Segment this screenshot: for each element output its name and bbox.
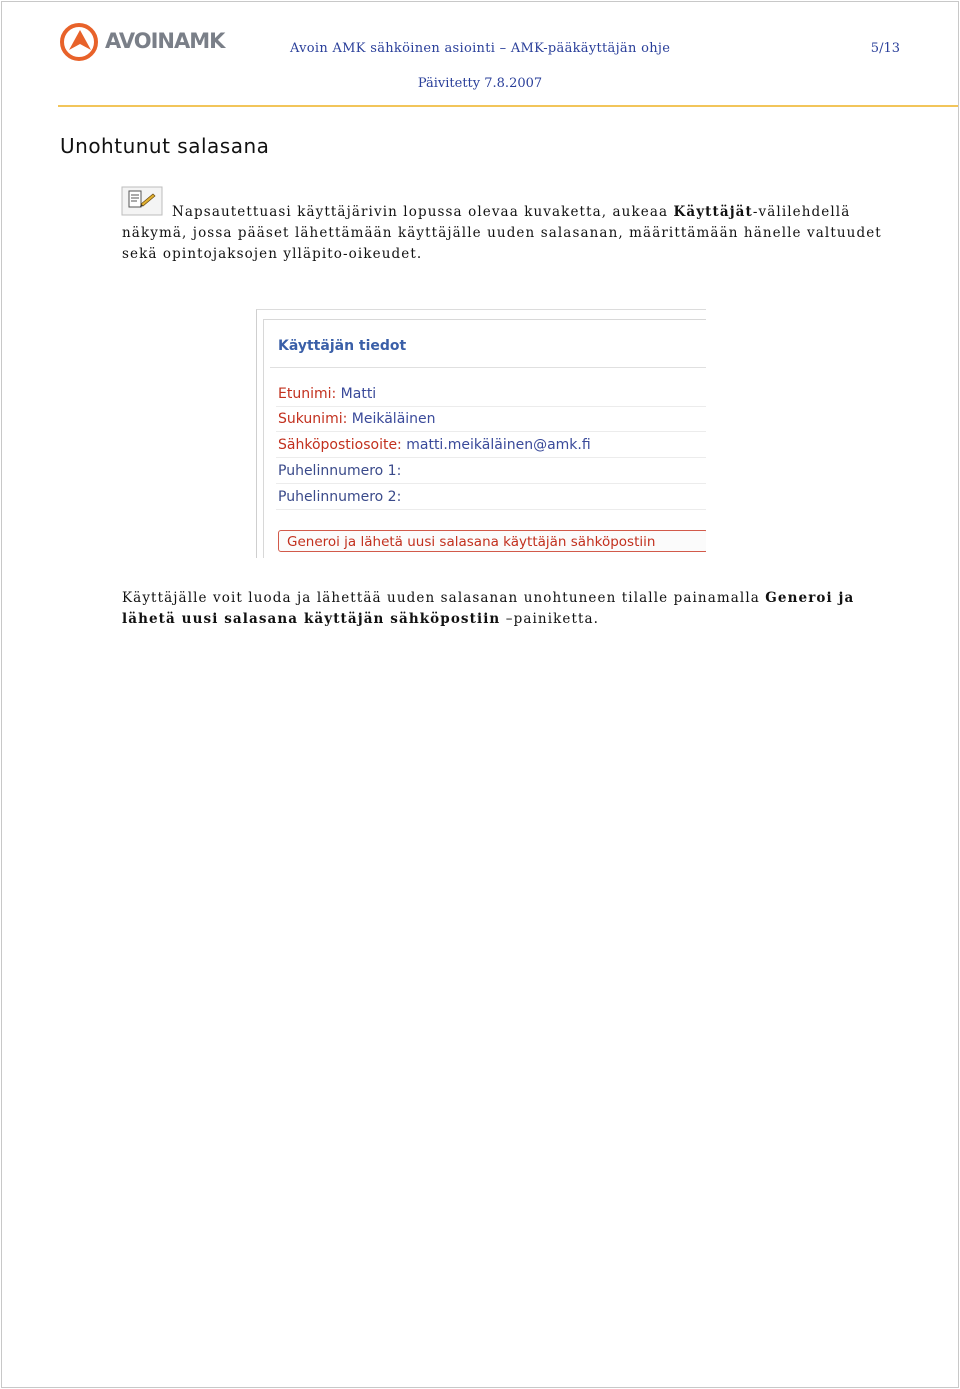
- field-puhelinnumero-2: [278, 489, 401, 505]
- button-name-reference: Generoi ja lähetä uusi salasana käyttäjän sähköpostiin: [122, 590, 855, 627]
- field-sukunimi: [278, 411, 436, 427]
- user-details-panel: [263, 319, 706, 558]
- field-value: matti.meikäläinen@amk.fi: [406, 437, 591, 453]
- instruction-paragraph: [122, 202, 902, 265]
- row-divider: [276, 431, 706, 432]
- para1-text-start: Napsautettuasi käyttäjärivin lopussa olevaa kuvaketta, aukeaa: [172, 204, 674, 220]
- tab-name-kayttajat: Käyttäjät: [673, 204, 753, 220]
- panel-title-divider: [270, 367, 706, 368]
- field-etunimi: [278, 386, 376, 402]
- logo-text: AVOINAMK: [105, 29, 225, 53]
- row-divider: [276, 483, 706, 484]
- row-divider: [276, 509, 706, 510]
- para1-text-end: -välilehdellä näkymä, jossa pääset lähettämään käyttäjälle uuden salasanan, määrittämään hänelle valtuudet sekä opintojaksojen ylläpito-oikeudet.: [122, 204, 882, 262]
- row-divider: [276, 457, 706, 458]
- row-divider: [276, 406, 706, 407]
- field-label: Sähköpostiosoite:: [278, 437, 402, 453]
- section-title: Unohtunut salasana: [60, 134, 270, 158]
- field-label: Puhelinnumero 2:: [278, 489, 402, 505]
- field-value: Matti: [340, 386, 377, 402]
- page-number: 5/13: [870, 41, 900, 56]
- generate-instruction-paragraph: [122, 588, 902, 630]
- updated-date: Päivitetty 7.8.2007: [417, 76, 543, 91]
- field-value: Meikäläinen: [351, 411, 436, 427]
- field-sahkopostiosoite: [278, 437, 591, 453]
- generate-password-button[interactable]: Generoi ja lähetä uusi salasana käyttäjän sähköpostiin: [278, 530, 706, 552]
- document-title: Avoin AMK sähköinen asiointi – AMK-pääkäyttäjän ohje: [290, 41, 671, 56]
- field-label: Puhelinnumero 1:: [278, 463, 402, 479]
- field-label: Sukunimi:: [278, 411, 348, 427]
- field-puhelinnumero-1: [278, 463, 401, 479]
- header-divider: [58, 105, 958, 107]
- para2-text-end: –painiketta.: [500, 611, 600, 627]
- field-label: Etunimi:: [278, 386, 337, 402]
- panel-title: Käyttäjän tiedot: [278, 338, 407, 354]
- para2-text-start: Käyttäjälle voit luoda ja lähettää uuden salasanan unohtuneen tilalle painamalla: [122, 590, 766, 606]
- user-details-screenshot: [256, 309, 706, 558]
